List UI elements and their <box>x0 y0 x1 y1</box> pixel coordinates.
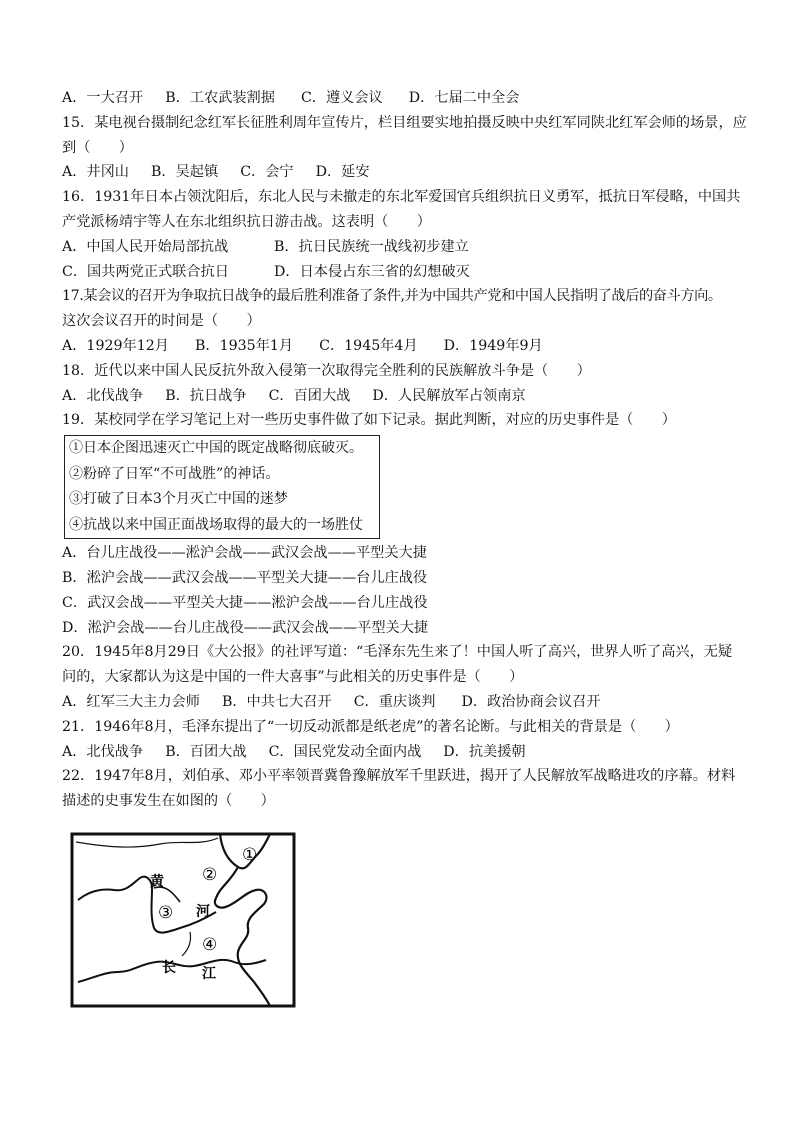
q20-stem-line1: 20．1945年8月29日《大公报》的社评写道：“毛泽东先生来了！中国人听了高兴，世界人听了高兴，无疑 <box>62 644 733 661</box>
q14-options <box>62 86 742 111</box>
exam-page <box>62 86 747 814</box>
option-b: B．抗日战争 <box>165 387 247 404</box>
option-b: B．1935年1月 <box>194 337 294 354</box>
q15-stem-line2: 到（ ） <box>62 139 133 156</box>
option-a: A．红军三大主力会师 <box>62 693 200 710</box>
q15-stem-line1: 15．某电视台摄制纪念红军长征胜利周年宣传片，栏目组要实地拍摄反映中央红军同陕北红军会师的场景，应 <box>62 114 747 131</box>
record-1: ①日本企图迅速灭亡中国的既定战略彻底破灭。 <box>69 440 363 457</box>
q19-option-b: B．淞沪会战——武汉会战——平型关大捷——台儿庄战役 <box>62 569 428 586</box>
option-d: D．抗美援朝 <box>443 743 526 760</box>
q19-records-box <box>64 435 380 539</box>
q17-stem-line1: 17.某会议的召开为争取抗日战争的最后胜利准备了条件,并为中国共产党和中国人民指明了战后的奋斗方向。 <box>62 288 722 305</box>
option-b: B．吴起镇 <box>151 164 219 181</box>
q21-options <box>62 740 742 765</box>
q15-options <box>62 160 742 185</box>
option-c: C．国共两党正式联合抗日 <box>62 263 229 280</box>
map-border <box>72 834 294 1006</box>
q22-stem-line2: 描述的史事发生在如图的（ ） <box>62 793 275 810</box>
option-d: D．1949年9月 <box>443 337 543 354</box>
label-huang: 黄 <box>150 874 164 890</box>
option-a: A．井冈山 <box>62 164 129 181</box>
marker-1: ① <box>242 845 258 865</box>
q18-options <box>62 384 742 409</box>
option-d: D．延安 <box>315 164 370 181</box>
option-d: D．七届二中全会 <box>408 90 520 106</box>
option-b: B．中共七大召开 <box>221 693 332 710</box>
option-d: D．政治协商会议召开 <box>461 693 601 710</box>
option-d: D．日本侵占东三省的幻想破灭 <box>274 263 470 280</box>
option-a: A．北伐战争 <box>62 743 144 760</box>
option-c: C．国民党发动全面内战 <box>268 743 422 760</box>
option-a: A．一大召开 <box>62 90 144 106</box>
label-he: 河 <box>196 904 210 920</box>
q19-option-c: C．武汉会战——平型关大捷——淞沪会战——台儿庄战役 <box>62 594 428 611</box>
q18-stem: 18．近代以来中国人民反抗外敌入侵第一次取得完全胜利的民族解放斗争是（ ） <box>62 362 591 379</box>
option-a: A．北伐战争 <box>62 387 144 404</box>
marker-4: ④ <box>202 935 218 955</box>
label-chang: 长 <box>162 960 176 976</box>
option-a: A．1929年12月 <box>62 337 169 354</box>
q17-stem-line2: 这次会议召开的时间是（ ） <box>62 313 261 330</box>
q16-stem-line2: 产党派杨靖宇等人在东北组织抗日游击战。这表明（ ） <box>62 213 431 230</box>
q16-options-row2 <box>62 260 742 285</box>
option-c: C．1945年4月 <box>319 337 418 354</box>
map-province-line <box>182 932 191 956</box>
record-4: ④抗战以来中国正面战场取得的最大的一场胜仗 <box>69 516 363 533</box>
option-d: D．人民解放军占领南京 <box>372 387 526 404</box>
q19-option-d: D．淞沪会战——台儿庄战役——武汉会战——平型关大捷 <box>62 619 429 636</box>
option-a: A．中国人民开始局部抗战 <box>62 238 229 255</box>
q20-options <box>62 690 742 715</box>
q19-option-a: A．台儿庄战役——淞沪会战——武汉会战——平型关大捷 <box>62 545 427 562</box>
option-b: B．工农武装割据 <box>165 90 275 106</box>
record-3: ③打破了日本3个月灭亡中国的迷梦 <box>69 491 288 508</box>
map-coastline-east <box>215 867 270 1006</box>
map-terrain-line <box>76 838 218 847</box>
q16-options-row1 <box>62 235 742 260</box>
option-c: C．百团大战 <box>268 387 351 404</box>
option-b: B．抗日民族统一战线初步建立 <box>274 238 469 255</box>
option-c: C．遵义会议 <box>300 90 383 106</box>
marker-2: ② <box>202 865 218 885</box>
q22-stem-line1: 22．1947年8月，刘伯承、邓小平率领晋冀鲁豫解放军千里跃进，揭开了人民解放军战略进攻的序幕。材料 <box>62 768 736 785</box>
label-jiang: 江 <box>202 966 216 982</box>
q16-stem-line1: 16．1931年日本占领沈阳后，东北人民与未撤走的东北军爱国官兵组织抗日义勇军，抵抗日军侵略，中国共 <box>62 189 741 206</box>
q17-options <box>62 334 742 359</box>
option-b: B．百团大战 <box>165 743 247 760</box>
record-2: ②粉碎了日军“不可战胜”的神话。 <box>69 465 280 482</box>
q21-stem: 21．1946年8月，毛泽东提出了“一切反动派都是纸老虎”的著名论断。与此相关的背景是（ ） <box>62 718 679 735</box>
q20-stem-line2: 问的，大家都认为这是中国的一件大喜事”与此相关的历史事件是（ ） <box>62 669 524 686</box>
q19-stem: 19．某校同学在学习笔记上对一些历史事件做了如下记录。据此判断，对应的历史事件是（ ） <box>62 412 676 429</box>
option-c: C．会宁 <box>240 164 294 181</box>
marker-3: ③ <box>158 903 174 923</box>
q22-map <box>70 832 296 1010</box>
option-c: C．重庆谈判 <box>353 693 436 710</box>
